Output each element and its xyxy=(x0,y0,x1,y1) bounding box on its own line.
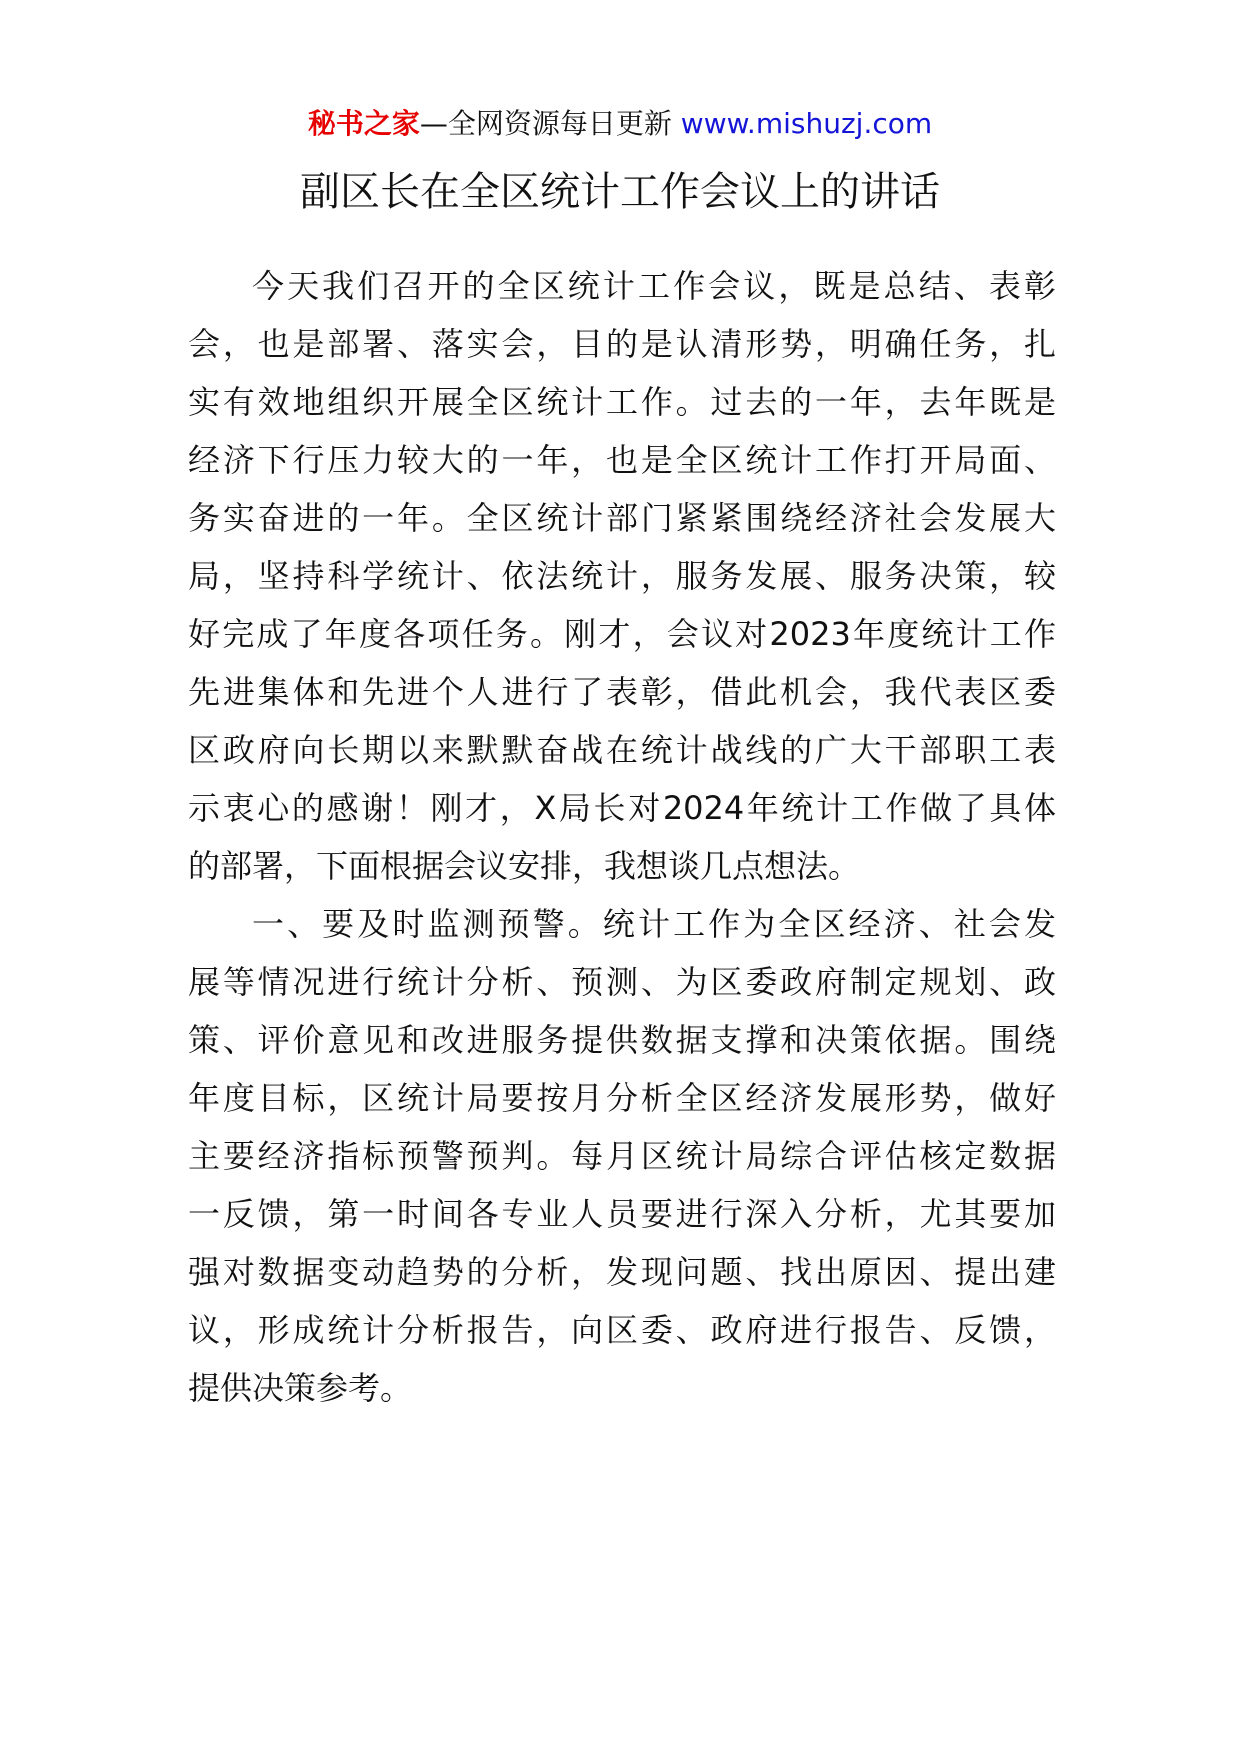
paragraph-line: 区政府向长期以来默默奋战在统计战线的广大干部职工表 xyxy=(188,731,1056,769)
paragraph-line: 示衷心的感谢！刚才，X局长对2024年统计工作做了具体 xyxy=(188,789,1056,827)
paragraph-line: 局，坚持科学统计、依法统计，服务发展、服务决策，较 xyxy=(188,557,1056,595)
document-title: 副区长在全区统计工作会议上的讲话 xyxy=(300,169,940,215)
paragraph-line: 经济下行压力较大的一年，也是全区统计工作打开局面、 xyxy=(188,441,1056,479)
paragraph-line: 强对数据变动趋势的分析，发现问题、找出原因、提出建 xyxy=(188,1253,1056,1291)
paragraph-line: 年度目标，区统计局要按月分析全区经济发展形势，做好 xyxy=(188,1079,1056,1117)
paragraph-line: 好完成了年度各项任务。刚才，会议对2023年度统计工作 xyxy=(188,615,1056,653)
paragraph-line: 议，形成统计分析报告，向区委、政府进行报告、反馈， xyxy=(188,1311,1056,1349)
header-tagline: —全网资源每日更新 xyxy=(419,107,672,140)
paragraph-line: 先进集体和先进个人进行了表彰，借此机会，我代表区委 xyxy=(188,673,1056,711)
paragraph-line: 实有效地组织开展全区统计工作。过去的一年，去年既是 xyxy=(188,383,1056,421)
paragraph-line: 展等情况进行统计分析、预测、为区委政府制定规划、政 xyxy=(188,963,1056,1001)
paragraph-line: 一、要及时监测预警。统计工作为全区经济、社会发 xyxy=(252,905,1056,943)
paragraph-line: 今天我们召开的全区统计工作会议，既是总结、表彰 xyxy=(252,267,1056,305)
paragraph-line: 主要经济指标预警预判。每月区统计局综合评估核定数据 xyxy=(188,1137,1056,1175)
paragraph-line: 策、评价意见和改进服务提供数据支撑和决策依据。围绕 xyxy=(188,1021,1056,1059)
site-header xyxy=(0,102,1240,146)
site-url-link[interactable]: www.mishuzj.com xyxy=(680,107,933,140)
paragraph-line: 务实奋进的一年。全区统计部门紧紧围绕经济社会发展大 xyxy=(188,499,1056,537)
paragraph-line: 一反馈，第一时间各专业人员要进行深入分析，尤其要加 xyxy=(188,1195,1056,1233)
paragraph-line: 提供决策参考。 xyxy=(188,1369,413,1407)
paragraph-line: 会，也是部署、落实会，目的是认清形势，明确任务，扎 xyxy=(188,325,1056,363)
brand-name: 秘书之家 xyxy=(307,107,420,140)
paragraph-line: 的部署，下面根据会议安排，我想谈几点想法。 xyxy=(188,847,861,885)
